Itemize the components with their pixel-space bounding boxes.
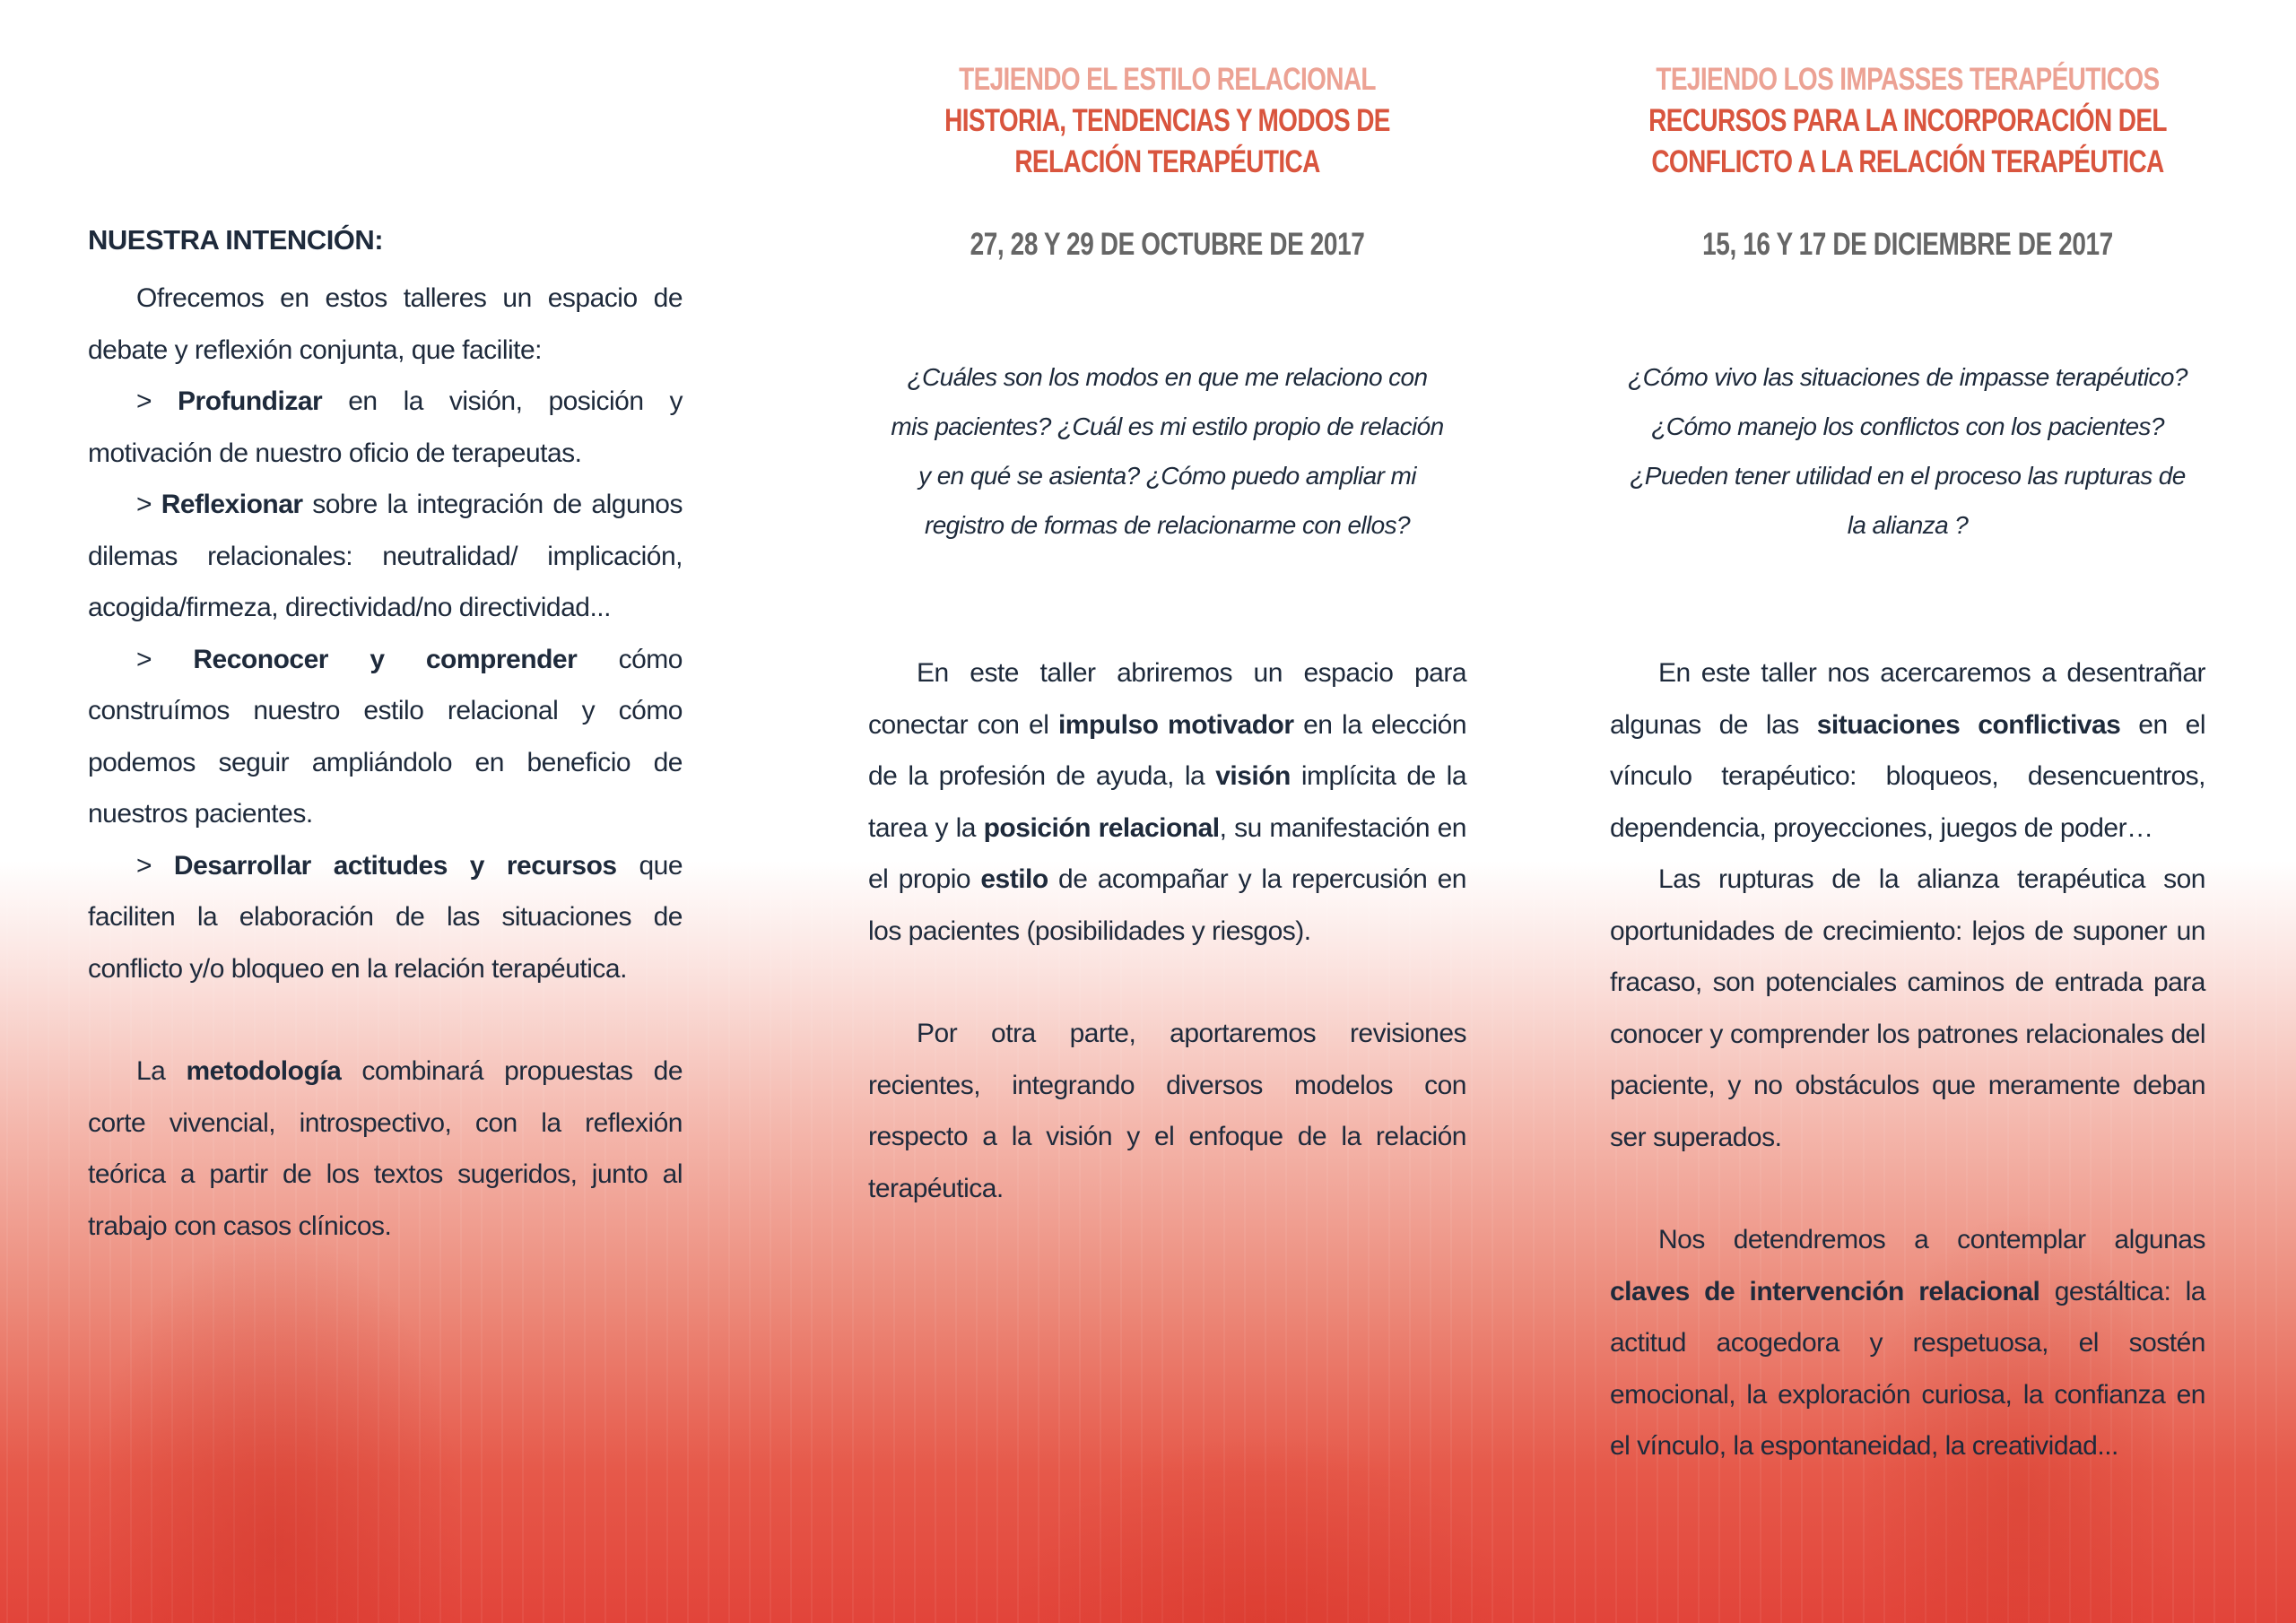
bullet: > <box>136 850 174 881</box>
body-text: En este taller nos acercaremos a desentrañar algunas de las <box>1610 658 2205 740</box>
emphasis-text: situaciones conflictivas <box>1816 709 2121 740</box>
body-text: , su manifestación en el propio <box>868 812 1466 894</box>
goal-text: cómo construímos nuestro estilo relacional y cómo podemos seguir ampliándolo en beneficio de nuestros pacientes. <box>88 644 683 829</box>
body-text: en el vínculo terapéutico: bloqueos, desencuentros, dependencia, proyecciones, juegos de poder… <box>1610 709 2205 843</box>
goal-keyword: Reflexionar <box>161 490 303 519</box>
emphasis-text: visión <box>1215 761 1291 791</box>
workshop-questions: ¿Cuáles son los modos en que me relaciono con mis pacientes? ¿Cuál es mi estilo propio de relación y en qué se asienta? ¿Cómo puedo ampliar mi registro de formas de relacionarme con ellos? <box>891 363 1444 539</box>
bullet: > <box>136 490 161 519</box>
goal-keyword: Desarrollar actitudes y recursos <box>173 850 617 881</box>
description-paragraph <box>1610 647 2205 854</box>
workshop-dates: 15, 16 Y 17 DE DICIEMBRE DE 2017 <box>1702 227 2113 262</box>
workshop-2 <box>1610 59 2205 1472</box>
workshop-questions: ¿Cómo vivo las situaciones de impasse terapéutico? ¿Cómo manejo los conflictos con los pacientes? ¿Pueden tener utilidad en el proceso las rupturas de la alianza ? <box>1628 363 2187 539</box>
description-paragraph: Por otra parte, aportaremos revisiones recientes, integrando diversos modelos con respecto a la visión y el enfoque de la relación terapéutica. <box>868 1019 1466 1203</box>
body-text: en la elección de la profesión de ayuda, la <box>868 709 1467 791</box>
workshop-header <box>1610 59 2205 224</box>
workshop-description <box>868 647 1466 1214</box>
workshop-header <box>868 59 1466 224</box>
goal-keyword: Profundizar <box>178 386 323 416</box>
emphasis-text: impulso motivador <box>1057 709 1294 740</box>
description-paragraph <box>868 647 1466 957</box>
goal-text: en la visión, posición y motivación de nuestro oficio de terapeutas. <box>88 386 683 468</box>
workshop-description <box>1610 647 2205 1472</box>
method-text: combinará propuestas de corte vivencial, introspectivo, con la reflexión teórica a partir de los textos sugeridos, junto al trabajo con casos clínicos. <box>88 1056 683 1241</box>
bullet: > <box>136 644 194 674</box>
workshop-subtitle: HISTORIA, TENDENCIAS Y MODOS DE RELACIÓN TERAPÉUTICA <box>944 103 1390 179</box>
workshop-1 <box>868 59 1466 1214</box>
emphasis-text: estilo <box>980 864 1048 894</box>
emphasis-text: claves de intervención relacional <box>1610 1276 2040 1306</box>
bullet: > <box>136 386 178 416</box>
body-text: Nos detendremos a contemplar algunas <box>1658 1225 2205 1254</box>
workshop-header-text <box>1610 59 2205 183</box>
goal-item <box>88 840 683 995</box>
body-text: gestáltica: la actitud acogedora y respetuosa, el sostén emocional, la exploración curiosa, la confianza en el vínculo, la espontaneidad, la creatividad... <box>1610 1276 2205 1461</box>
method-keyword: metodología <box>186 1056 342 1086</box>
workshop-title: TEJIENDO LOS IMPASSES TERAPÉUTICOS <box>1656 62 2160 97</box>
emphasis-text: posición relacional <box>983 812 1220 843</box>
workshop-subtitle: RECURSOS PARA LA INCORPORACIÓN DEL CONFLICTO A LA RELACIÓN TERAPÉUTICA <box>1648 103 2167 179</box>
goal-text: que faciliten la elaboración de las situaciones de conflicto y/o bloqueo en la relación terapéutica. <box>88 850 683 984</box>
goal-text: sobre la integración de algunos dilemas relacionales: neutralidad/ implicación, acogida/firmeza, directividad/no directividad... <box>88 490 683 622</box>
intention-section <box>88 224 683 1252</box>
body-text: En este taller abriremos un espacio para conectar con el <box>868 658 1466 740</box>
description-paragraph: Las rupturas de la alianza terapéutica son oportunidades de crecimiento: lejos de suponer un fracaso, son potenciales caminos de entrada para conocer y comprender los patrones relacionales del paciente, y no obstáculos que meramente deban ser superados. <box>1610 864 2205 1152</box>
goal-keyword: Reconocer y comprender <box>193 644 578 674</box>
workshop-dates-wrap <box>1610 224 2205 265</box>
description-paragraph <box>1610 1214 2205 1472</box>
goal-item <box>88 479 683 634</box>
method-text: La <box>136 1056 187 1086</box>
workshop-title: TEJIENDO EL ESTILO RELACIONAL <box>959 62 1376 97</box>
goal-item <box>88 634 683 840</box>
goal-item <box>88 376 683 479</box>
intro-paragraph: Ofrecemos en estos talleres un espacio de debate y reflexión conjunta, que facilite: <box>88 283 683 365</box>
methodology-paragraph <box>88 1046 683 1252</box>
intention-body <box>88 273 683 1252</box>
workshop-header-text <box>868 59 1466 183</box>
body-text: de acompañar y la repercusión en los pacientes (posibilidades y riesgos). <box>868 864 1466 946</box>
body-text: implícita de la tarea y la <box>868 761 1467 843</box>
section-heading: NUESTRA INTENCIÓN: <box>88 224 384 256</box>
workshop-dates: 27, 28 Y 29 DE OCTUBRE DE 2017 <box>970 227 1365 262</box>
workshop-dates-wrap <box>868 224 1466 265</box>
